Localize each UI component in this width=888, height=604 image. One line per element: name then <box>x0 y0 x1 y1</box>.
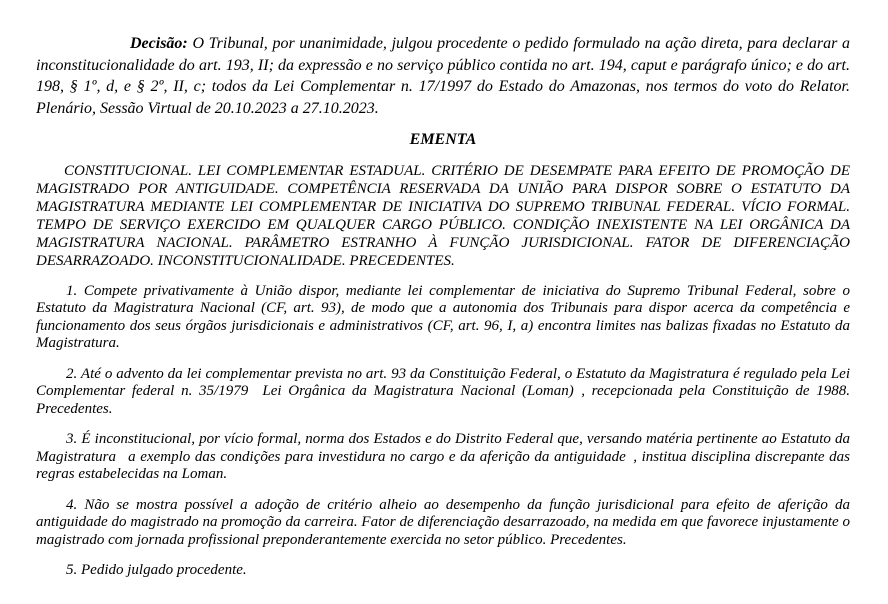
ementa-item-3: 3. É inconstitucional, por vício formal, norma dos Estados e do Distrito Federal que, versando matéria pertinente ao Estatuto da Magistratura a exemplo das condições para investidura no cargo e da aferição da antiguidade , institua disciplina discrepante das regras estabelecidas na Loman. <box>36 431 850 483</box>
ementa-summary-paragraph: CONSTITUCIONAL. LEI COMPLEMENTAR ESTADUAL. CRITÉRIO DE DESEMPATE PARA EFEITO DE PROMOÇÃO DE MAGISTRADO POR ANTIGUIDADE. COMPETÊNCIA RESERVADA DA UNIÃO PARA DISPOR SOBRE O ESTATUTO DA MAGISTRATURA MEDIANTE LEI COMPLEMENTAR DE INICIATIVA DO SUPREMO TRIBUNAL FEDERAL. VÍCIO FORMAL. TEMPO DE SERVIÇO EXERCIDO EM QUALQUER CARGO PÚBLICO. CONDIÇÃO INEXISTENTE NA LEI ORGÂNICA DA MAGISTRATURA NACIONAL. PARÂMETRO ESTRANHO À FUNÇÃO JURISDICIONAL. FATOR DE DIFERENCIAÇÃO DESARRAZOADO. INCONSTITUCIONALIDADE. PRECEDENTES. <box>36 162 850 269</box>
ementa-item-5: 5. Pedido julgado procedente. <box>66 562 247 579</box>
decision-paragraph <box>36 33 850 120</box>
ementa-heading: EMENTA <box>409 130 477 148</box>
ementa-item-4: 4. Não se mostra possível a adoção de critério alheio ao desempenho da função jurisdicional para efeito de aferição da antiguidade do magistrado na promoção da carreira. Fator de diferenciação desarrazoado, na medida em que favorece injustamente o magistrado com jornada profissional preponderantemente exercida no setor público. Precedentes. <box>36 496 850 548</box>
ementa-item-1: 1. Compete privativamente à União dispor, mediante lei complementar de iniciativa do Supremo Tribunal Federal, sobre o Estatuto da Magistratura Nacional (CF, art. 93), de modo que a autonomia dos Tribunais para dispor acerca da competência e funcionamento dos seus órgãos jurisdicionais e administrativos (CF, art. 96, I, a) encontra limites nas balizas fixadas no Estatuto da Magistratura. <box>36 282 850 352</box>
ementa-item-2: 2. Até o advento da lei complementar prevista no art. 93 da Constituição Federal, o Estatuto da Magistratura é regulado pela Lei Complementar federal n. 35/1979 Lei Orgânica da Magistratura Nacional (Loman) , recepcionada pela Constituição de 1988. Precedentes. <box>36 365 850 417</box>
decision-label: Decisão: <box>130 35 188 52</box>
decision-text: O Tribunal, por unanimidade, julgou procedente o pedido formulado na ação direta, para declarar a inconstitucionalidade do art. 193, II; da expressão e no serviço público contida no art. 194, caput e parágrafo único; e do art. 198, § 1º, d, e § 2º, II, c; todos da Lei Complementar n. 17/1997 do Estado do Amazonas, nos termos do voto do Relator. Plenário, Sessão Virtual de 20.10.2023 a 27.10.2023. <box>36 35 850 118</box>
